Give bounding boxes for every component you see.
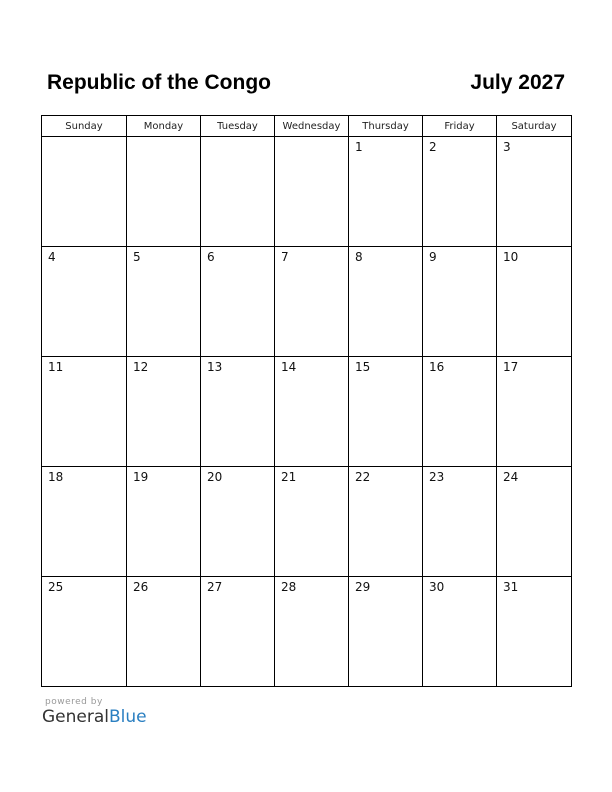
day-number: 5 (133, 250, 141, 264)
day-cell (349, 467, 423, 577)
weekday-saturday: Saturday (497, 116, 572, 137)
weekday-sunday: Sunday (42, 116, 127, 137)
weekday-thursday: Thursday (349, 116, 423, 137)
generalblue-logo (42, 707, 147, 727)
day-cell (497, 247, 572, 357)
week-row (42, 577, 572, 687)
day-cell (201, 467, 275, 577)
day-cell (349, 577, 423, 687)
week-row (42, 467, 572, 577)
day-cell (349, 357, 423, 467)
day-cell (349, 137, 423, 247)
day-cell (201, 357, 275, 467)
day-cell (497, 357, 572, 467)
day-cell (349, 247, 423, 357)
day-number: 29 (355, 580, 371, 594)
day-cell (127, 467, 201, 577)
day-cell (423, 247, 497, 357)
day-cell (201, 137, 275, 247)
day-number: 28 (281, 580, 297, 594)
day-cell (201, 577, 275, 687)
day-cell (497, 467, 572, 577)
day-number: 31 (503, 580, 519, 594)
day-number: 20 (207, 470, 223, 484)
weekday-wednesday: Wednesday (275, 116, 349, 137)
month-title: July 2027 (470, 71, 565, 94)
weekday-monday: Monday (127, 116, 201, 137)
day-cell (42, 577, 127, 687)
day-number: 11 (48, 360, 64, 374)
day-number: 8 (355, 250, 363, 264)
day-number: 18 (48, 470, 64, 484)
day-number: 26 (133, 580, 149, 594)
day-number (42, 137, 126, 140)
day-number: 17 (503, 360, 519, 374)
day-number: 19 (133, 470, 149, 484)
powered-by-label: powered by (45, 697, 103, 707)
day-number: 6 (207, 250, 215, 264)
day-cell (423, 467, 497, 577)
day-number (201, 137, 274, 140)
day-number: 27 (207, 580, 223, 594)
day-number: 14 (281, 360, 297, 374)
day-cell (42, 357, 127, 467)
day-number: 24 (503, 470, 519, 484)
day-cell (275, 247, 349, 357)
day-number: 1 (355, 140, 363, 154)
day-cell (423, 577, 497, 687)
day-number: 25 (48, 580, 64, 594)
day-cell (275, 467, 349, 577)
weekday-header-row (42, 116, 572, 137)
week-row (42, 247, 572, 357)
day-number: 16 (429, 360, 445, 374)
day-number: 10 (503, 250, 519, 264)
day-cell (497, 137, 572, 247)
weekday-friday: Friday (423, 116, 497, 137)
day-number (127, 137, 200, 140)
day-number: 13 (207, 360, 223, 374)
day-cell (127, 577, 201, 687)
day-cell (42, 137, 127, 247)
day-number: 3 (503, 140, 511, 154)
brand-general-text: General (42, 707, 109, 727)
day-number: 2 (429, 140, 437, 154)
country-title: Republic of the Congo (47, 71, 271, 94)
day-cell (423, 137, 497, 247)
week-row (42, 137, 572, 247)
day-cell (275, 137, 349, 247)
day-number: 30 (429, 580, 445, 594)
day-cell (201, 247, 275, 357)
day-cell (497, 577, 572, 687)
day-number: 12 (133, 360, 149, 374)
day-number: 21 (281, 470, 297, 484)
day-number: 9 (429, 250, 437, 264)
day-cell (423, 357, 497, 467)
generalblue-branding (42, 697, 147, 727)
brand-blue-text: Blue (109, 707, 147, 727)
calendar-grid (41, 115, 572, 687)
day-number: 7 (281, 250, 289, 264)
day-cell (127, 247, 201, 357)
day-number: 23 (429, 470, 445, 484)
day-cell (127, 357, 201, 467)
day-cell (275, 577, 349, 687)
week-row (42, 357, 572, 467)
weekday-tuesday: Tuesday (201, 116, 275, 137)
day-number: 22 (355, 470, 371, 484)
day-number: 15 (355, 360, 371, 374)
day-cell (42, 467, 127, 577)
day-number: 4 (48, 250, 56, 264)
day-cell (275, 357, 349, 467)
day-cell (42, 247, 127, 357)
day-number (275, 137, 348, 140)
day-cell (127, 137, 201, 247)
